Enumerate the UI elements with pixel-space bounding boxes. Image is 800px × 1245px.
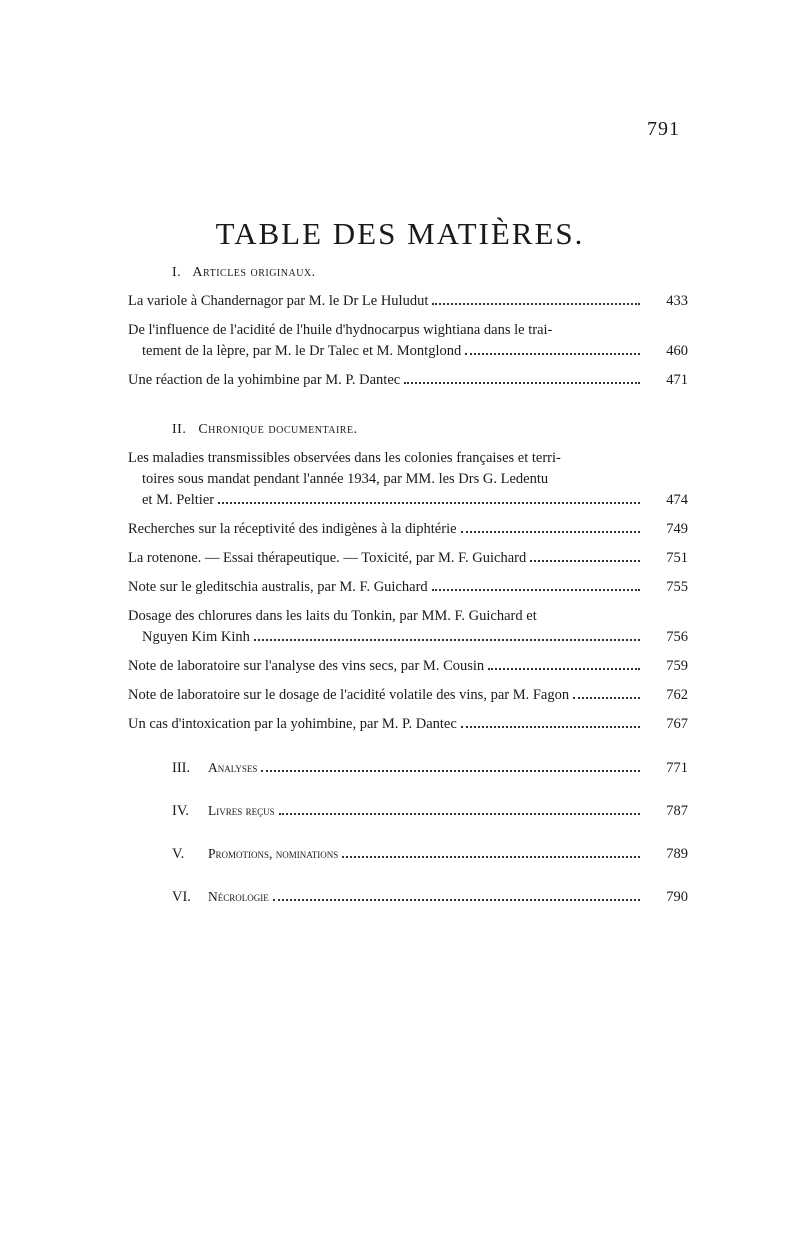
page-reference: 433: [666, 293, 688, 309]
page-reference: 755: [666, 579, 688, 595]
dot-leader: [279, 813, 640, 815]
toc-entry: [128, 519, 688, 540]
entry-text: et M. Peltier: [142, 492, 215, 508]
entry-last-line: [128, 685, 688, 706]
dot-leader: [261, 770, 640, 772]
page-reference: 762: [666, 687, 688, 703]
dot-leader: [432, 303, 640, 305]
entry-text: De l'influence de l'acidité de l'huile d'hydnocarpus wightiana dans le trai-: [128, 322, 553, 338]
dot-leader: [254, 639, 640, 641]
toc-entry: [128, 320, 688, 362]
page-reference: 474: [666, 492, 688, 508]
entry-text: Une réaction de la yohimbine par M. P. Dantec: [128, 372, 401, 388]
entry-text: Note de laboratoire sur l'analyse des vins secs, par M. Cousin: [128, 658, 485, 674]
entry-text: Dosage des chlorures dans les laits du Tonkin, par MM. F. Guichard et: [128, 608, 537, 624]
section-title: Livres reçus: [208, 803, 275, 818]
page-reference: 460: [666, 343, 688, 359]
page-reference: 751: [666, 550, 688, 566]
table-of-contents: [128, 262, 688, 929]
dot-leader: [465, 353, 640, 355]
entry-last-line: [128, 490, 688, 511]
entry-text: Note sur le gleditschia australis, par M. F. Guichard: [128, 579, 428, 595]
toc-section-entry: [128, 800, 688, 822]
section-title: Nécrologie: [208, 889, 269, 904]
toc-entry: [128, 606, 688, 648]
entry-text-line: [128, 606, 688, 627]
page-reference: 756: [666, 629, 688, 645]
section-1-entries: [128, 291, 688, 391]
toc-entry: [128, 548, 688, 569]
section-title: Analyses: [208, 760, 258, 775]
section-number: III.: [172, 760, 191, 776]
other-sections: [128, 757, 688, 908]
dot-leader: [342, 856, 640, 858]
dot-leader: [461, 726, 640, 728]
section-2-entries: [128, 448, 688, 735]
dot-leader: [404, 382, 640, 384]
page-title: TABLE DES MATIÈRES.: [215, 215, 585, 251]
toc-entry: [128, 577, 688, 598]
entry-last-line: [128, 656, 688, 677]
dot-leader: [488, 668, 640, 670]
section-title: Promotions, nominations: [208, 846, 339, 861]
toc-section-entry: [128, 757, 688, 779]
entry-text-line: [128, 469, 688, 490]
page-reference: 759: [666, 658, 688, 674]
entry-last-line: [128, 627, 688, 648]
toc-entry: [128, 448, 688, 511]
toc-entry: [128, 685, 688, 706]
entry-text: La variole à Chandernagor par M. le Dr Le Huludut: [128, 293, 429, 309]
entry-text: La rotenone. — Essai thérapeutique. — Toxicité, par M. F. Guichard: [128, 550, 527, 566]
section-title: Chronique documentaire.: [198, 422, 358, 437]
page-reference: 789: [666, 846, 688, 862]
entry-last-line: [128, 577, 688, 598]
dot-leader: [432, 589, 640, 591]
entry-text: Les maladies transmissibles observées dans les colonies françaises et terri-: [128, 450, 561, 466]
page-reference: 471: [666, 372, 688, 388]
section-number: V.: [172, 846, 185, 862]
entry-text: Recherches sur la réceptivité des indigènes à la diphtérie: [128, 521, 457, 537]
page-reference: 787: [666, 803, 688, 819]
toc-entry: [128, 291, 688, 312]
entry-text-line: [128, 320, 688, 341]
page-reference: 771: [666, 760, 688, 776]
toc-entry: [128, 714, 688, 735]
toc-section-entry: [128, 843, 688, 865]
dot-leader: [461, 531, 640, 533]
entry-last-line: [128, 370, 688, 391]
entry-last-line: [128, 291, 688, 312]
entry-text-line: [128, 448, 688, 469]
page-reference: 790: [666, 889, 688, 905]
section-number: IV.: [172, 803, 190, 819]
entry-text: toires sous mandat pendant l'année 1934, par MM. les Drs G. Ledentu: [142, 471, 549, 487]
entry-text: Nguyen Kim Kinh: [142, 629, 250, 645]
dot-leader: [530, 560, 640, 562]
section-heading-1: [128, 262, 688, 283]
page-reference: 749: [666, 521, 688, 537]
entry-last-line: [128, 548, 688, 569]
entry-text: Note de laboratoire sur le dosage de l'acidité volatile des vins, par M. Fagon: [128, 687, 570, 703]
dot-leader: [218, 502, 640, 504]
entry-last-line: [128, 341, 688, 362]
toc-section-entry: [128, 886, 688, 908]
toc-entry: [128, 656, 688, 677]
section-number: VI.: [172, 889, 191, 905]
page-number: 791: [647, 118, 680, 140]
entry-text: tement de la lèpre, par M. le Dr Talec et M. Montglond: [142, 343, 462, 359]
dot-leader: [573, 697, 640, 699]
page-reference: 767: [666, 716, 688, 732]
dot-leader: [273, 899, 640, 901]
entry-last-line: [128, 519, 688, 540]
entry-last-line: [128, 714, 688, 735]
section-number: I.: [172, 265, 182, 280]
toc-entry: [128, 370, 688, 391]
entry-text: Un cas d'intoxication par la yohimbine, par M. P. Dantec: [128, 716, 457, 732]
section-title: Articles originaux.: [192, 265, 316, 280]
section-heading-2: [128, 419, 688, 440]
section-number: II.: [172, 422, 187, 437]
